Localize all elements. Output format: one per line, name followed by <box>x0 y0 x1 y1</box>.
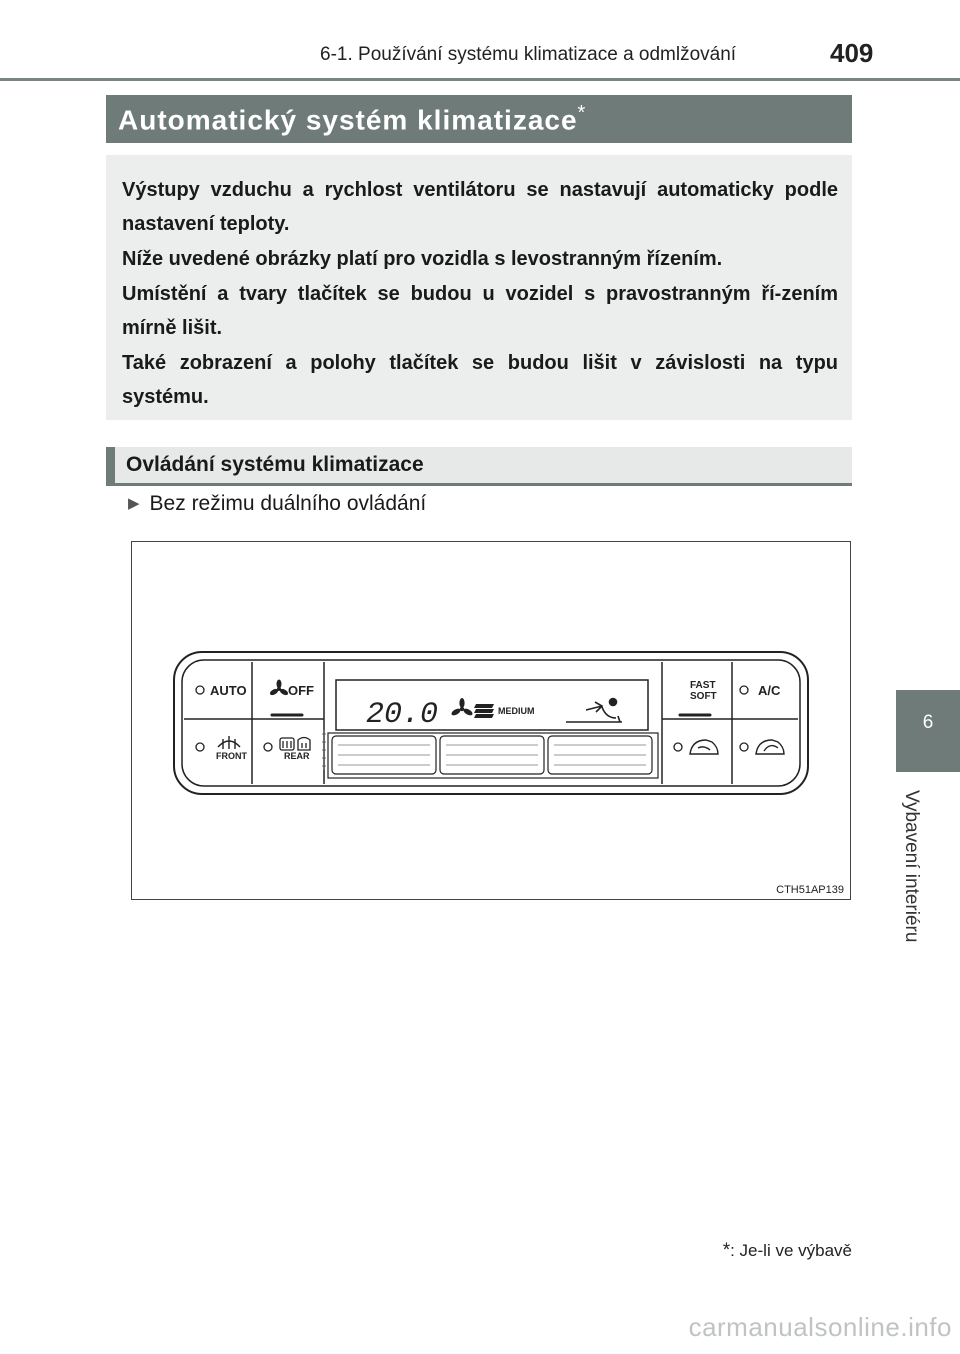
fan-speed-bars-icon <box>474 704 494 718</box>
chapter-label: Vybavení interiéru <box>901 790 922 943</box>
footnote <box>723 1240 852 1262</box>
footnote-marker: * <box>722 1240 731 1261</box>
watermark: carmanualsonline.info <box>688 1312 952 1342</box>
intro-box <box>106 155 852 420</box>
page-number: 409 <box>830 38 874 68</box>
subheading: Ovládání systému klimatizace <box>126 453 424 476</box>
figure-code: CTH51AP139 <box>776 884 844 896</box>
footnote-text: : Je-li ve výbavě <box>730 1241 852 1260</box>
chapter-label-box <box>880 790 940 950</box>
section-title: 6-1. Používání systému klimatizace a odmlžování <box>320 44 737 65</box>
subheading-band <box>106 447 852 486</box>
fast-button-label: FAST <box>690 680 716 691</box>
control-panel-illustration <box>132 542 852 901</box>
control-panel-figure <box>131 541 851 900</box>
display-temperature: 20.0 <box>366 698 439 732</box>
ac-button-label: A/C <box>758 683 781 698</box>
title-marker: * <box>577 102 587 124</box>
intro-paragraph: Také zobrazení a polohy tlačítek se budou lišit v závislosti na typu systému. <box>122 352 838 408</box>
soft-button-label: SOFT <box>690 691 717 702</box>
intro-paragraph: Umístění a tvary tlačítek se budou u vozidel s pravostranným ří-zením mírně lišit. <box>122 283 838 339</box>
display-fan-mode: MEDIUM <box>498 706 535 716</box>
bullet-item <box>128 492 426 516</box>
page-title-text: Automatický systém klimatizace <box>118 104 578 136</box>
front-button-label: FRONT <box>216 751 247 761</box>
triangle-bullet-icon: ▶ <box>128 495 140 512</box>
fan-off-button-label: OFF <box>288 683 314 698</box>
intro-paragraph: Níže uvedené obrázky platí pro vozidla s levostranným řízením. <box>122 248 723 270</box>
page-title <box>118 102 586 136</box>
chapter-number: 6 <box>922 712 934 733</box>
auto-button-label: AUTO <box>210 683 247 698</box>
header-rule <box>0 78 960 81</box>
title-band <box>106 95 852 143</box>
rear-button-label: REAR <box>284 751 310 761</box>
intro-paragraph: Výstupy vzduchu a rychlost ventilátoru se nastavují automaticky podle nastavení teploty. <box>122 179 838 235</box>
chapter-tab <box>896 690 960 772</box>
running-head <box>0 0 960 80</box>
bullet-text: Bez režimu duálního ovládání <box>149 492 427 515</box>
subheading-bar <box>106 447 115 483</box>
